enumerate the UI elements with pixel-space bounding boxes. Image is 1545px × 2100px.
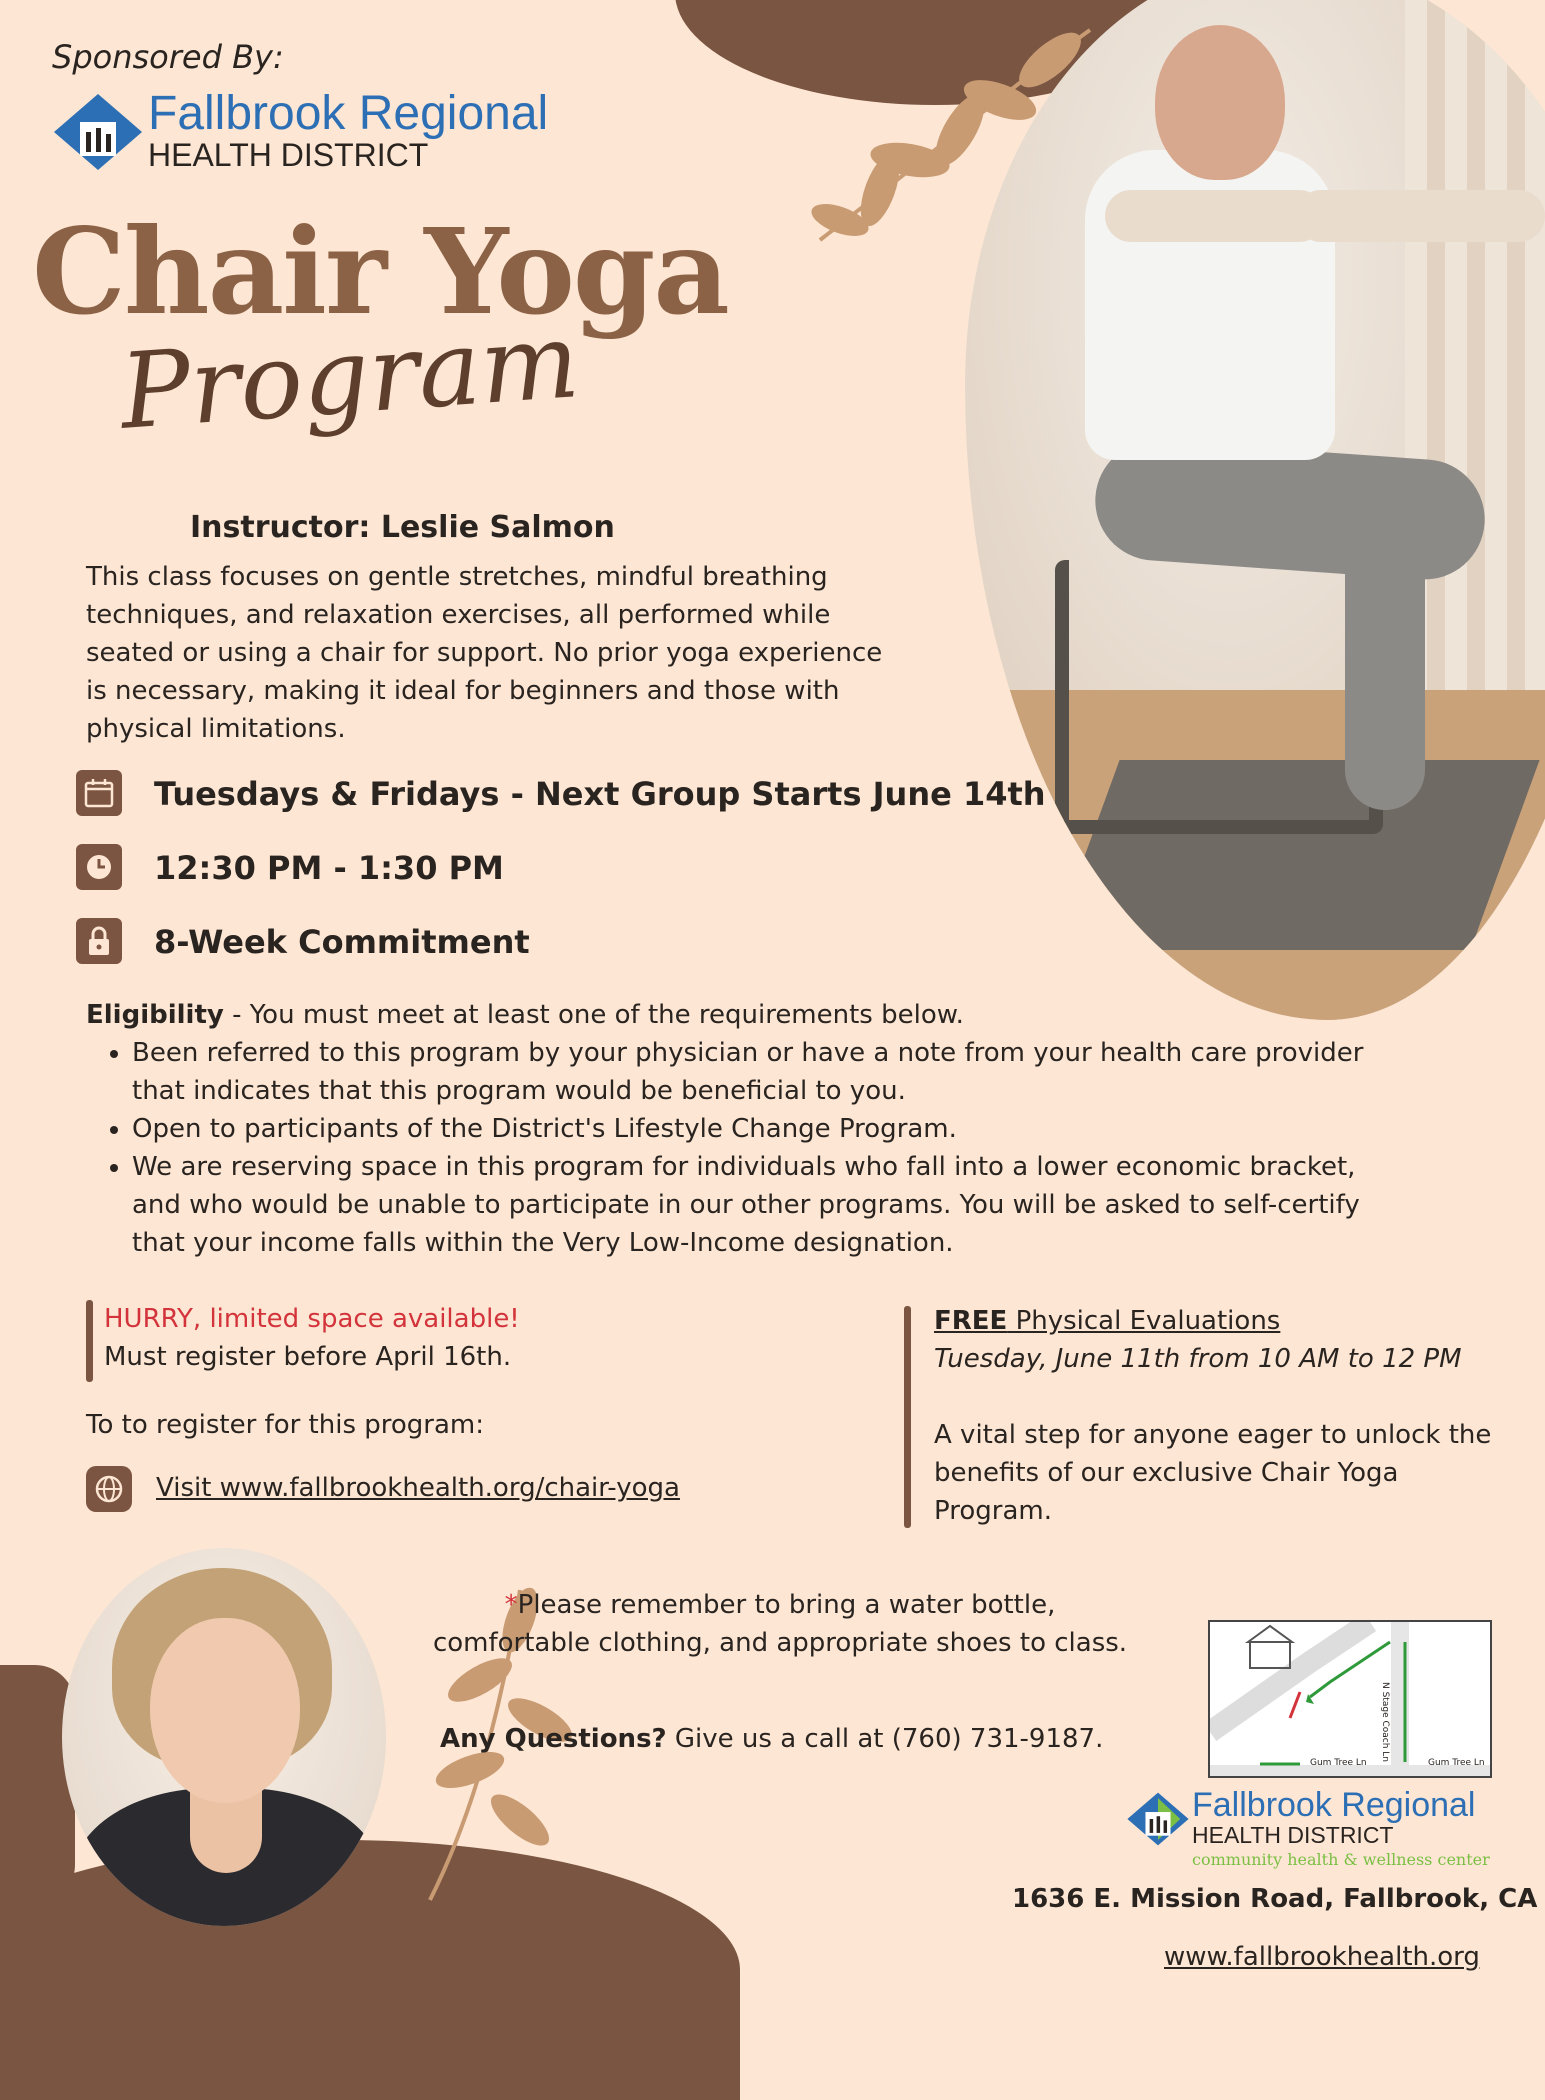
lock-icon bbox=[76, 918, 122, 964]
footer-org-name: Fallbrook Regional bbox=[1192, 1786, 1476, 1824]
sponsor-org-name: Fallbrook Regional bbox=[148, 87, 549, 140]
globe-icon[interactable] bbox=[86, 1466, 132, 1512]
title-chair-yoga: Chair Yoga bbox=[32, 202, 728, 341]
title-program: Program bbox=[116, 299, 583, 453]
evaluations-when: Tuesday, June 11th from 10 AM to 12 PM bbox=[934, 1344, 1462, 1374]
eligibility-item: • Been referred to this program by your physician or have a note from your health care provider that indicates that this program would be beneficial to you. bbox=[132, 1034, 1376, 1110]
clock-icon bbox=[76, 844, 122, 890]
eligibility-label: Eligibility bbox=[86, 1000, 224, 1030]
program-description: This class focuses on gentle stretches, mindful breathing techniques, and relaxation exercises, all performed while seated or using a chair for support. No prior yoga experience is necessary, making it ideal for beginners and those with physical limitations. bbox=[86, 562, 883, 744]
calendar-icon bbox=[76, 770, 122, 816]
evaluations-note: A vital step for anyone eager to unlock the benefits of our exclusive Chair Yoga Program. bbox=[934, 1420, 1492, 1526]
questions-line bbox=[440, 1720, 1103, 1758]
footer-org-sub: HEALTH DISTRICT bbox=[1192, 1822, 1394, 1848]
detail-time: 12:30 PM - 1:30 PM bbox=[154, 849, 504, 887]
health-district-logo-icon bbox=[52, 92, 144, 172]
reminder-line2: comfortable clothing, and appropriate shoes to class. bbox=[432, 1628, 1128, 1658]
reminder-asterisk: * bbox=[504, 1590, 518, 1620]
footer-logo-icon bbox=[1126, 1790, 1190, 1848]
registration-accent-bar bbox=[86, 1300, 93, 1382]
detail-commitment: 8-Week Commitment bbox=[154, 923, 530, 961]
register-instruction: To to register for this program: bbox=[86, 1410, 484, 1440]
footer-website[interactable]: www.fallbrookhealth.org bbox=[1164, 1942, 1480, 1972]
hurry-notice: HURRY, limited space available! bbox=[104, 1304, 520, 1334]
eligibility-item: • Open to participants of the District's Lifestyle Change Program. bbox=[132, 1110, 1376, 1148]
eligibility-section bbox=[86, 996, 1376, 1262]
reminder-line1: Please remember to bring a water bottle, bbox=[517, 1590, 1056, 1620]
eligibility-list bbox=[86, 1034, 1376, 1262]
evaluations-accent-bar bbox=[904, 1306, 911, 1528]
instructor-photo bbox=[62, 1548, 386, 1926]
map-street-label: N Stage Coach Ln bbox=[1380, 1682, 1390, 1762]
hero-photo-man-chair-yoga bbox=[965, 0, 1545, 1020]
evaluations-title bbox=[934, 1302, 1280, 1340]
evaluations-free: FREE bbox=[934, 1306, 1008, 1336]
map-street-label: Gum Tree Ln bbox=[1310, 1758, 1367, 1768]
footer-address: 1636 E. Mission Road, Fallbrook, CA bbox=[1012, 1884, 1538, 1914]
map-street-label: Gum Tree Ln bbox=[1428, 1758, 1485, 1768]
footer-tagline: community health & wellness center bbox=[1192, 1850, 1490, 1869]
evaluations-title-rest: Physical Evaluations bbox=[1007, 1306, 1281, 1336]
map-graphic bbox=[1210, 1622, 1490, 1776]
bottom-left-brown-shape bbox=[0, 1665, 75, 1905]
register-link[interactable]: Visit www.fallbrookhealth.org/chair-yoga bbox=[156, 1473, 680, 1503]
reminder-line1-wrap bbox=[390, 1586, 1170, 1624]
eligibility-heading bbox=[86, 996, 1376, 1034]
eligibility-item: • We are reserving space in this program for individuals who fall into a lower economic bracket, and who would be unable to participate in our other programs. You will be asked to self-certify that your income falls within the Very Low-Income designation. bbox=[132, 1148, 1376, 1262]
sponsored-by-label: Sponsored By: bbox=[52, 38, 284, 76]
eligibility-intro: - You must meet at least one of the requirements below. bbox=[223, 1000, 964, 1030]
location-map[interactable] bbox=[1208, 1620, 1492, 1778]
instructor-name: Instructor: Leslie Salmon bbox=[190, 510, 615, 545]
detail-schedule: Tuesdays & Fridays - Next Group Starts June 14th bbox=[154, 775, 1046, 813]
sponsor-org-sub: HEALTH DISTRICT bbox=[148, 137, 429, 173]
reminder-text bbox=[390, 1586, 1128, 1662]
questions-label: Any Questions? bbox=[440, 1724, 667, 1754]
registration-deadline: Must register before April 16th. bbox=[104, 1342, 512, 1372]
questions-phone: Give us a call at (760) 731-9187. bbox=[666, 1724, 1104, 1754]
